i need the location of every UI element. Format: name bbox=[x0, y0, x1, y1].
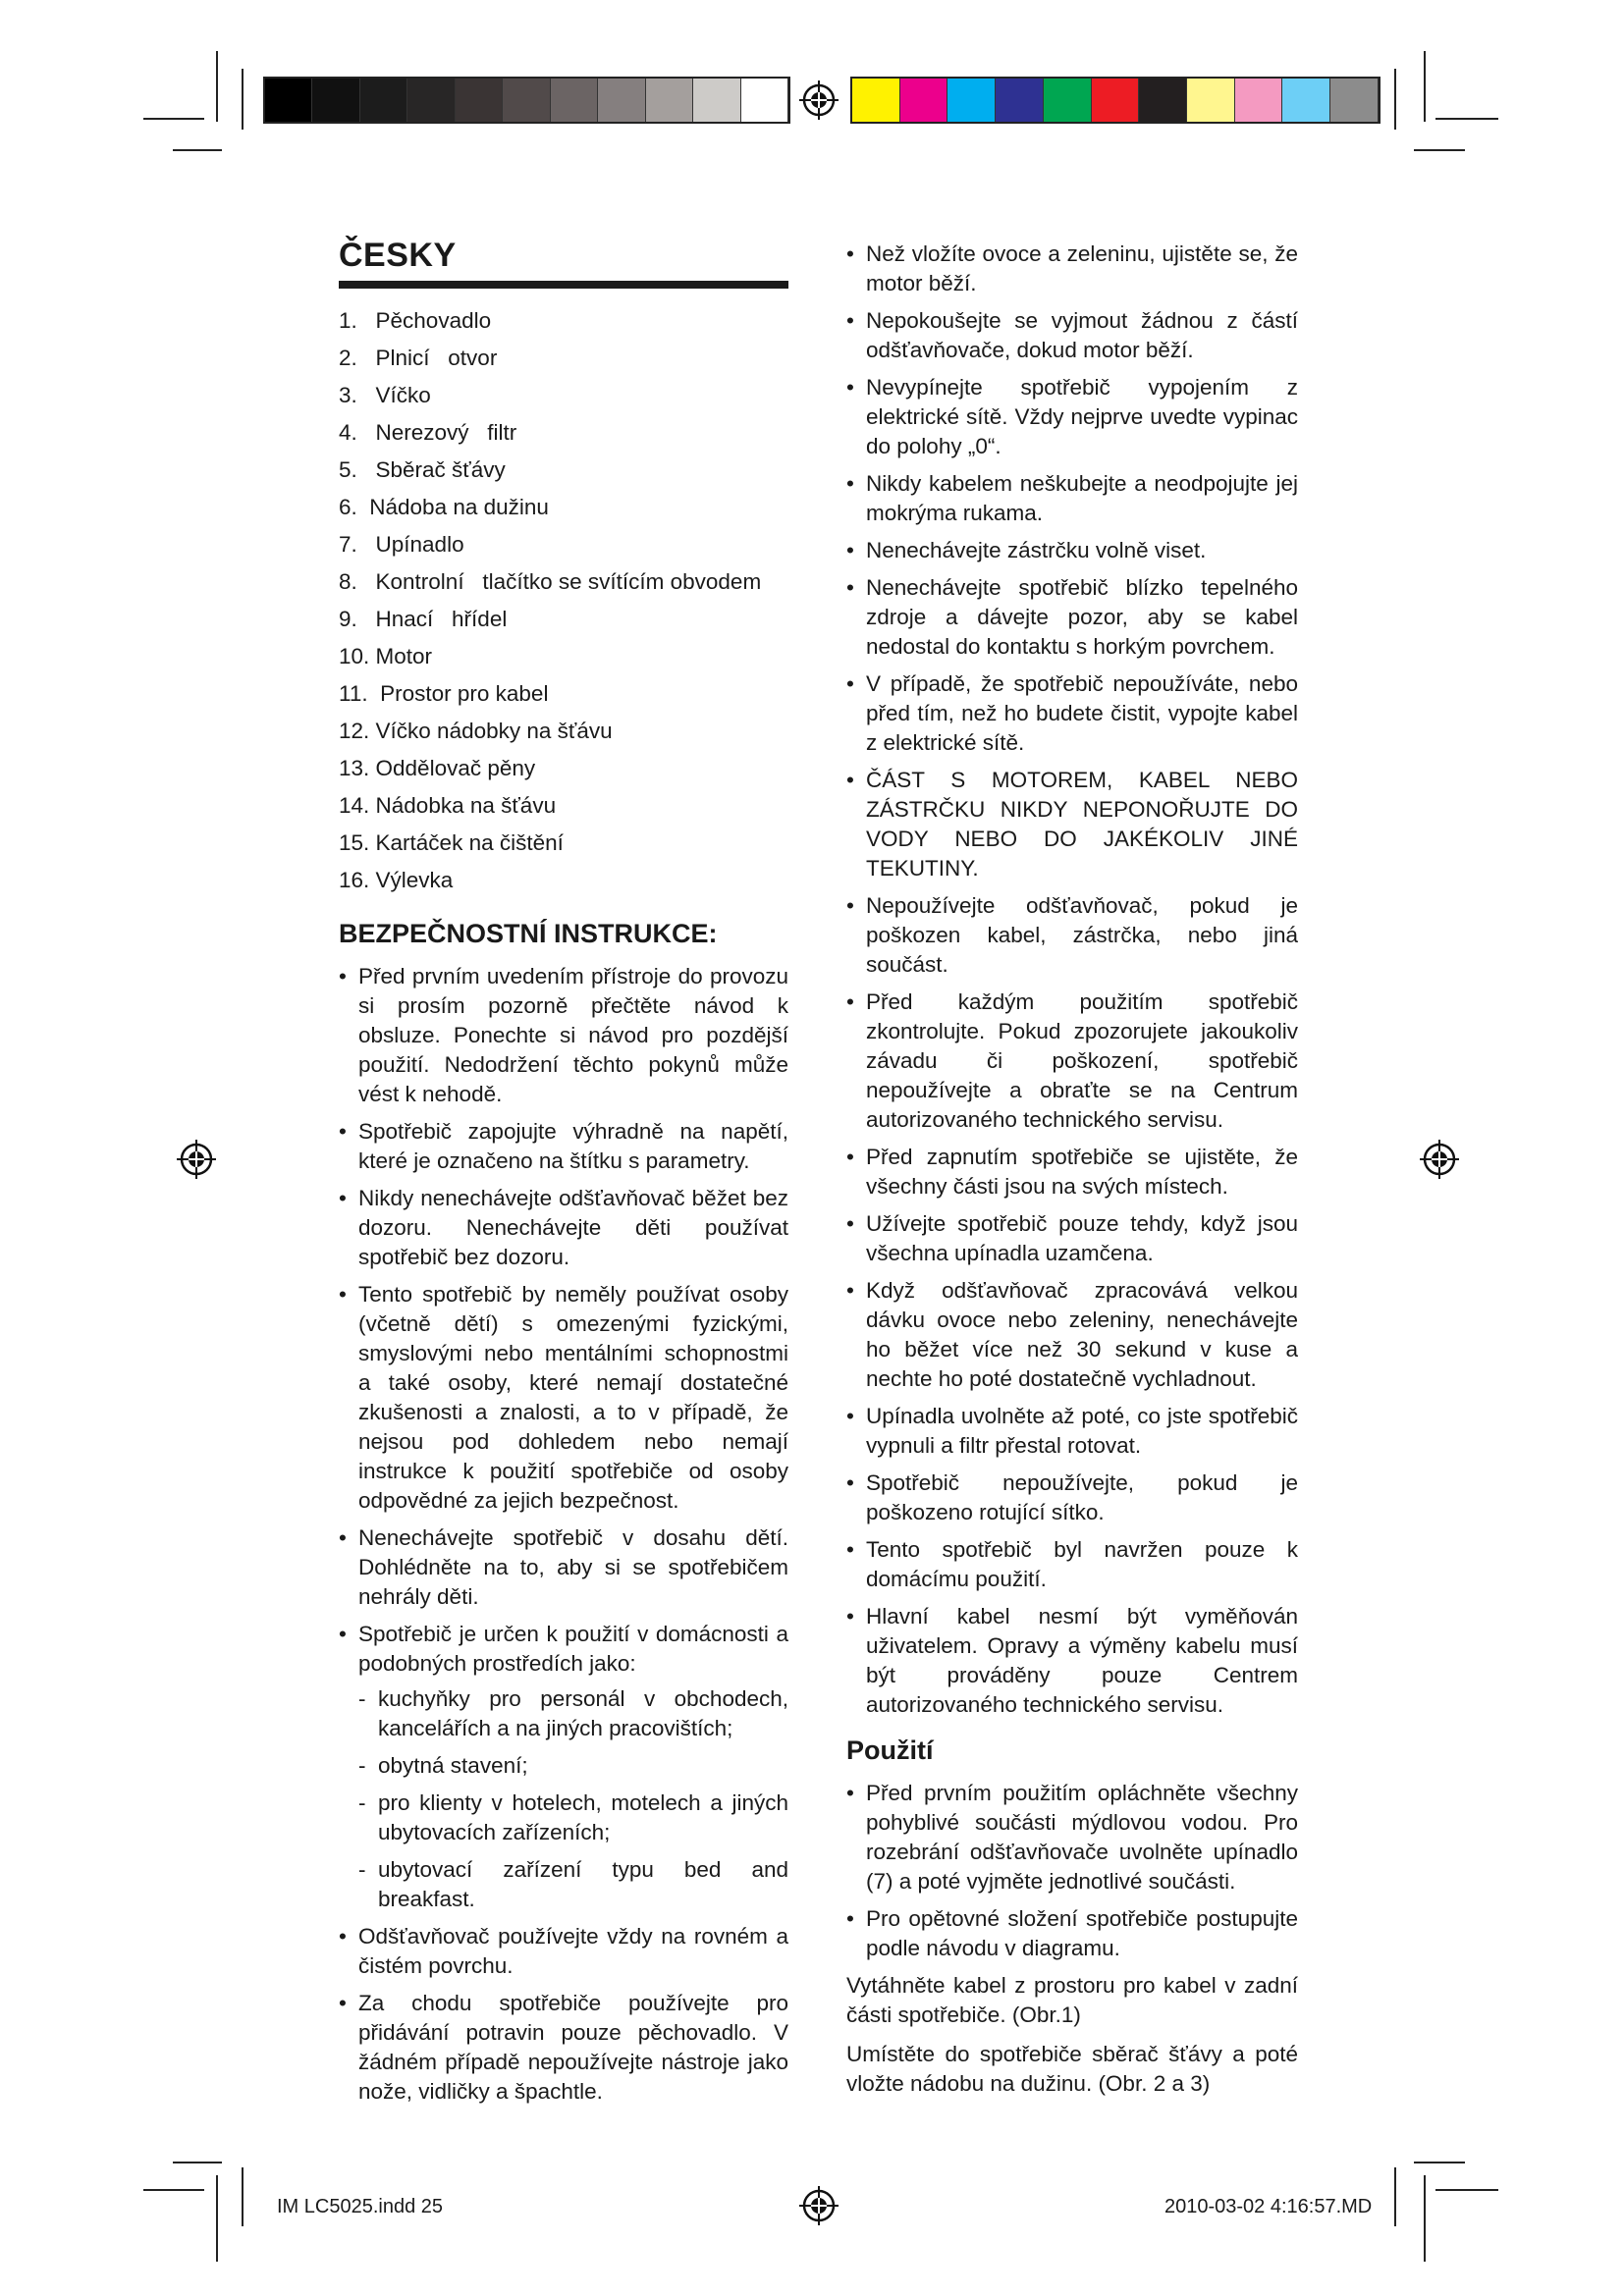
crop-mark bbox=[1435, 118, 1498, 120]
crop-mark bbox=[1424, 2175, 1426, 2262]
list-item: • Nenechávejte zástrčku volně viset. bbox=[846, 536, 1298, 565]
parts-list-item: 3. Víčko bbox=[339, 383, 431, 407]
list-item: • Odšťavňovač používejte vždy na rovném a čistém povrchu. bbox=[339, 1922, 788, 1981]
color-swatch bbox=[852, 79, 900, 122]
paragraph: Umístěte do spotřebiče sběrač šťávy a poté vložte nádobu na dužinu. (Obr. 2 a 3) bbox=[846, 2042, 1298, 2096]
list-item: • Za chodu spotřebiče používejte pro přidávání potravin pouze pěchovadlo. V žádném případě nepoužívejte nástroje jako nože, vidličky a špachtle. bbox=[339, 1989, 788, 2107]
list-item: - pro klienty v hotelech, motelech a jiných ubytovacích zařízeních; bbox=[358, 1789, 788, 1847]
color-swatch bbox=[947, 79, 996, 122]
usage-heading: Použití bbox=[846, 1735, 934, 1765]
parts-list-item: 6. Nádoba na dužinu bbox=[339, 495, 549, 519]
crop-mark bbox=[1394, 2167, 1396, 2226]
crop-mark bbox=[1424, 51, 1426, 122]
crop-mark bbox=[216, 2175, 218, 2262]
crop-mark bbox=[1394, 69, 1396, 130]
crop-mark bbox=[1414, 149, 1465, 151]
gray-swatch bbox=[407, 79, 455, 122]
color-swatch bbox=[1044, 79, 1092, 122]
crop-mark bbox=[143, 118, 204, 120]
color-swatch bbox=[1235, 79, 1283, 122]
gray-swatch bbox=[741, 79, 788, 122]
parts-list bbox=[339, 302, 788, 899]
title-rule bbox=[339, 281, 788, 289]
left-column bbox=[339, 234, 788, 2114]
parts-list-item: 2. Plnicí otvor bbox=[339, 346, 498, 370]
safety-list-left bbox=[339, 962, 788, 2107]
parts-list-item: 8. Kontrolní tlačítko se svítícím obvodem bbox=[339, 569, 762, 594]
parts-list-item: 15. Kartáček na čištění bbox=[339, 830, 564, 855]
list-item: • Před zapnutím spotřebiče se ujistěte, že všechny části jsou na svých místech. bbox=[846, 1143, 1298, 1201]
footer-timestamp: 2010-03-02 4:16:57.MD bbox=[1164, 2196, 1373, 2217]
parts-list-item: 1. Pěchovadlo bbox=[339, 308, 492, 333]
parts-list-item: 14. Nádobka na šťávu bbox=[339, 793, 557, 818]
footer-filename: IM LC5025.indd 25 bbox=[277, 2196, 444, 2217]
list-item: • Než vložíte ovoce a zeleninu, ujistěte se, že motor běží. bbox=[846, 240, 1298, 298]
parts-list-item: 4. Nerezový filtr bbox=[339, 420, 517, 445]
grayscale-color-bar bbox=[263, 77, 790, 124]
registration-target-icon bbox=[799, 80, 839, 120]
gray-swatch bbox=[312, 79, 359, 122]
gray-swatch bbox=[456, 79, 503, 122]
list-item: • Spotřebič nepoužívejte, pokud je poškozeno rotující sítko. bbox=[846, 1468, 1298, 1527]
process-color-bar bbox=[850, 77, 1380, 124]
color-swatch bbox=[1330, 79, 1379, 122]
gray-swatch bbox=[360, 79, 407, 122]
list-item: • Když odšťavňovač zpracovává velkou dávku ovoce nebo zeleniny, nenechávejte ho běžet více než 30 sekund v kuse a nechte ho poté dostatečně vychladnout. bbox=[846, 1276, 1298, 1394]
list-item: • V případě, že spotřebič nepoužíváte, nebo před tím, než ho budete čistit, vypojte kabel z elektrické sítě. bbox=[846, 669, 1298, 758]
safety-list-right bbox=[846, 240, 1298, 1720]
list-item: • Nevypínejte spotřebič vypojením z elektrické sítě. Vždy nejprve uvedte vypinac do polohy „0“. bbox=[846, 373, 1298, 461]
list-item: • Upínadla uvolněte až poté, co jste spotřebič vypnuli a filtr přestal rotovat. bbox=[846, 1402, 1298, 1461]
paragraph: Vytáhněte kabel z prostoru pro kabel v zadní části spotřebiče. (Obr.1) bbox=[846, 1973, 1298, 2027]
list-item: • ČÁST S MOTOREM, KABEL NEBO ZÁSTRČKU NIKDY NEPONOŘUJTE DO VODY NEBO DO JAKÉKOLIV JINÉ TEKUTINY. bbox=[846, 766, 1298, 883]
domestic-list bbox=[358, 1684, 788, 1914]
crop-mark bbox=[173, 2162, 222, 2163]
parts-list-item: 10. Motor bbox=[339, 644, 433, 668]
list-item: • Užívejte spotřebič pouze tehdy, když jsou všechna upínadla uzamčena. bbox=[846, 1209, 1298, 1268]
list-item: • Nenechávejte spotřebič v dosahu dětí. Dohlédněte na to, aby si se spotřebičem nehrály děti. bbox=[339, 1523, 788, 1612]
gray-swatch bbox=[693, 79, 740, 122]
list-item: • Nepokoušejte se vyjmout žádnou z částí odšťavňovače, dokud motor běží. bbox=[846, 306, 1298, 365]
list-item: • Pro opětovné složení spotřebiče postupujte podle návodu v diagramu. bbox=[846, 1904, 1298, 1963]
registration-target-icon bbox=[177, 1140, 216, 1179]
list-item bbox=[339, 1620, 788, 1914]
registration-target-icon bbox=[799, 2186, 839, 2225]
color-swatch bbox=[1092, 79, 1140, 122]
list-item: • Spotřebič zapojujte výhradně na napětí, které je označeno na štítku s parametry. bbox=[339, 1117, 788, 1176]
registration-target-icon bbox=[1420, 1140, 1459, 1179]
parts-list-item: 13. Oddělovač pěny bbox=[339, 756, 536, 780]
color-swatch bbox=[1187, 79, 1235, 122]
crop-mark bbox=[143, 2189, 204, 2191]
list-item: • Před každým použitím spotřebič zkontrolujte. Pokud zpozorujete jakoukoliv závadu či poškození, spotřebič nepoužívejte a obraťte se na Centrum autorizovaného technického servisu. bbox=[846, 988, 1298, 1135]
gray-swatch bbox=[598, 79, 645, 122]
crop-mark bbox=[173, 149, 222, 151]
list-item: • Tento spotřebič byl navržen pouze k domácímu použití. bbox=[846, 1535, 1298, 1594]
list-item: • Nepoužívejte odšťavňovač, pokud je poškozen kabel, zástrčka, nebo jiná součást. bbox=[846, 891, 1298, 980]
parts-list-item: 5. Sběrač šťávy bbox=[339, 457, 506, 482]
crop-mark bbox=[1414, 2162, 1465, 2163]
usage-list bbox=[846, 1779, 1298, 1963]
list-item: • Hlavní kabel nesmí být vyměňován uživatelem. Opravy a výměny kabelu musí být prováděny pouze Centrem autorizovaného technického servisu. bbox=[846, 1602, 1298, 1720]
list-item: • Před prvním uvedením přístroje do provozu si prosím pozorně přečtěte návod k obsluze. Ponechte si návod pro pozdější použití. Nedodržení těchto pokynů může vést k nehodě. bbox=[339, 962, 788, 1109]
right-column bbox=[846, 240, 1298, 2109]
list-item: - ubytovací zařízení typu bed and breakfast. bbox=[358, 1855, 788, 1914]
list-item: • Nikdy nenechávejte odšťavňovač běžet bez dozoru. Nenechávejte děti používat spotřebič bez dozoru. bbox=[339, 1184, 788, 1272]
list-item: • Tento spotřebič by neměly používat osoby (včetně dětí) s omezenými fyzickými, smyslovými nebo mentálními schopnostmi a také osoby, které nemají dostatečné zkušenosti a znalosti, a to v případě, že nejsou pod dohledem nebo nemají instrukce k použití spotřebiče od osoby odpovědné za jejich bezpečnost. bbox=[339, 1280, 788, 1516]
gray-swatch bbox=[265, 79, 312, 122]
list-item: - kuchyňky pro personál v obchodech, kancelářích a na jiných pracovištích; bbox=[358, 1684, 788, 1743]
color-swatch bbox=[900, 79, 948, 122]
color-swatch bbox=[1139, 79, 1187, 122]
color-swatch bbox=[996, 79, 1044, 122]
page-title: ČESKY bbox=[339, 237, 457, 274]
list-item: • Nenechávejte spotřebič blízko tepelného zdroje a dávejte pozor, aby se kabel nedostal do kontaktu s horkým povrchem. bbox=[846, 573, 1298, 662]
crop-mark bbox=[216, 51, 218, 122]
color-swatch bbox=[1282, 79, 1330, 122]
list-item: • Před prvním použitím opláchněte všechny pohyblivé součásti mýdlovou vodou. Pro rozebrání odšťavňovače uvolněte upínadlo (7) a poté vyjměte jednotlivé součásti. bbox=[846, 1779, 1298, 1896]
parts-list-item: 9. Hnací hřídel bbox=[339, 607, 508, 631]
parts-list-item: 16. Výlevka bbox=[339, 868, 454, 892]
parts-list-item: 11. Prostor pro kabel bbox=[339, 681, 549, 706]
parts-list-item: 12. Víčko nádobky na šťávu bbox=[339, 719, 613, 743]
list-item: - obytná stavení; bbox=[358, 1751, 788, 1781]
crop-mark bbox=[1435, 2189, 1498, 2191]
gray-swatch bbox=[503, 79, 550, 122]
list-item: • Nikdy kabelem neškubejte a neodpojujte jej mokrýma rukama. bbox=[846, 469, 1298, 528]
crop-mark bbox=[242, 69, 244, 130]
safety-heading: BEZPEČNOSTNÍ INSTRUKCE: bbox=[339, 919, 718, 948]
gray-swatch bbox=[551, 79, 598, 122]
gray-swatch bbox=[646, 79, 693, 122]
domestic-intro: Spotřebič je určen k použití v domácnosti a podobných prostředích jako: bbox=[358, 1622, 788, 1676]
parts-list-item: 7. Upínadlo bbox=[339, 532, 464, 557]
crop-mark bbox=[242, 2167, 244, 2226]
